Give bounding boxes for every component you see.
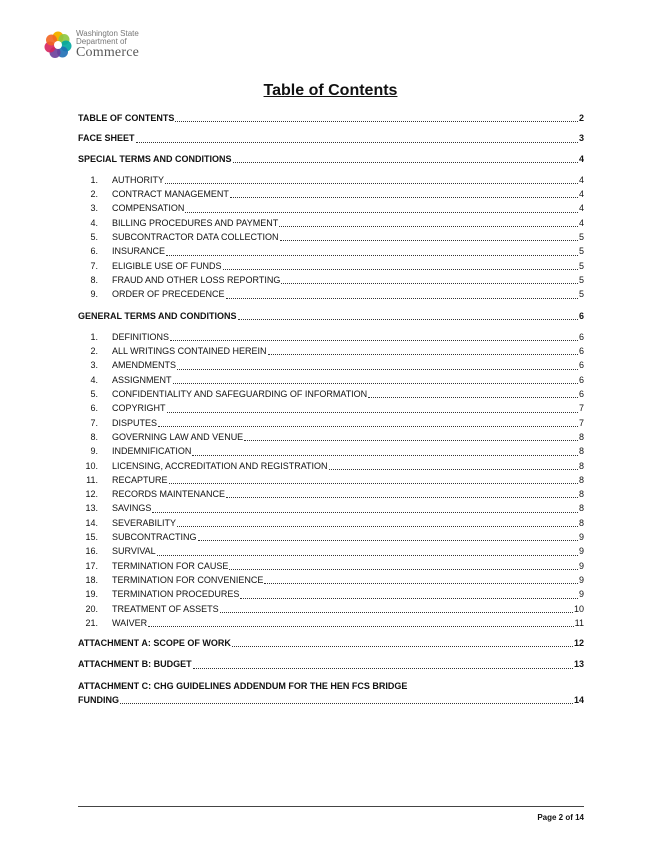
general-item[interactable] bbox=[78, 358, 584, 372]
toc-item-number: 16. bbox=[85, 546, 98, 557]
toc-item-number: 3. bbox=[90, 203, 98, 214]
general-item[interactable] bbox=[78, 459, 584, 473]
dot-leader bbox=[120, 695, 573, 704]
dot-leader bbox=[167, 404, 578, 413]
toc-item-number: 4. bbox=[90, 374, 98, 385]
toc-page: 4 bbox=[578, 153, 584, 164]
dot-leader bbox=[152, 504, 578, 513]
toc-page: 4 bbox=[578, 189, 584, 200]
dot-leader bbox=[238, 311, 578, 320]
toc-label: RECORDS MAINTENANCE bbox=[112, 489, 226, 500]
general-item[interactable] bbox=[78, 516, 584, 530]
toc-label: ATTACHMENT C: CHG GUIDELINES ADDENDUM FOR THE HEN FCS BRIDGE bbox=[78, 680, 408, 691]
general-item[interactable] bbox=[78, 401, 584, 415]
general-item[interactable] bbox=[78, 602, 584, 616]
dot-leader bbox=[136, 134, 578, 143]
toc-entry-attachment-c[interactable] bbox=[78, 693, 584, 707]
toc-page: 7 bbox=[578, 403, 584, 414]
toc-page: 6 bbox=[578, 360, 584, 371]
toc-item-number: 19. bbox=[85, 589, 98, 600]
dot-leader bbox=[193, 660, 573, 669]
page-title: Table of Contents bbox=[263, 82, 398, 99]
dot-leader bbox=[169, 475, 578, 484]
general-item[interactable] bbox=[78, 544, 584, 558]
dot-leader bbox=[264, 575, 578, 584]
toc-label: TERMINATION PROCEDURES bbox=[112, 589, 240, 600]
dot-leader bbox=[233, 154, 578, 163]
dot-leader bbox=[280, 232, 578, 241]
toc-label: SPECIAL TERMS AND CONDITIONS bbox=[78, 153, 232, 164]
toc-item-number: 5. bbox=[90, 389, 98, 400]
table-of-contents bbox=[78, 111, 584, 707]
toc-item-number: 15. bbox=[85, 532, 98, 543]
toc-page: 8 bbox=[578, 474, 584, 485]
dot-leader bbox=[232, 638, 573, 647]
toc-page: 11 bbox=[574, 617, 584, 628]
toc-page: 8 bbox=[578, 460, 584, 471]
dot-leader bbox=[170, 332, 578, 341]
toc-page: 5 bbox=[578, 260, 584, 271]
general-item[interactable] bbox=[78, 373, 584, 387]
toc-page: 9 bbox=[578, 574, 584, 585]
general-item[interactable] bbox=[78, 487, 584, 501]
general-item[interactable] bbox=[78, 559, 584, 573]
toc-page: 3 bbox=[578, 133, 584, 144]
dot-leader bbox=[226, 290, 578, 299]
toc-item-number: 8. bbox=[90, 431, 98, 442]
toc-label: AUTHORITY bbox=[112, 174, 165, 185]
toc-page: 2 bbox=[578, 113, 584, 123]
toc-label: GENERAL TERMS AND CONDITIONS bbox=[78, 310, 237, 321]
toc-label: GOVERNING LAW AND VENUE bbox=[112, 431, 244, 442]
toc-page: 5 bbox=[578, 274, 584, 285]
toc-label: CONFIDENTIALITY AND SAFEGUARDING OF INFORMATION bbox=[112, 389, 368, 400]
general-item[interactable] bbox=[78, 444, 584, 458]
toc-page: 4 bbox=[578, 203, 584, 214]
toc-page: 5 bbox=[578, 232, 584, 243]
toc-label: ASSIGNMENT bbox=[112, 374, 172, 385]
toc-page: 5 bbox=[578, 289, 584, 300]
dot-leader bbox=[223, 261, 578, 270]
toc-entry-general-terms[interactable] bbox=[78, 309, 584, 323]
toc-entry-attachment-b[interactable] bbox=[78, 657, 584, 671]
dot-leader bbox=[240, 590, 578, 599]
special-item[interactable] bbox=[78, 230, 584, 244]
toc-item-number: 3. bbox=[90, 360, 98, 371]
dot-leader bbox=[229, 561, 578, 570]
toc-label: ALL WRITINGS CONTAINED HEREIN bbox=[112, 346, 267, 357]
toc-page: 10 bbox=[573, 603, 584, 614]
toc-label: LICENSING, ACCREDITATION AND REGISTRATION bbox=[112, 460, 328, 471]
toc-item-number: 6. bbox=[90, 403, 98, 414]
special-item[interactable] bbox=[78, 259, 584, 273]
toc-item-number: 20. bbox=[85, 603, 98, 614]
general-item[interactable] bbox=[78, 430, 584, 444]
general-item[interactable] bbox=[78, 344, 584, 358]
toc-page: 6 bbox=[578, 331, 584, 342]
toc-label: COMPENSATION bbox=[112, 203, 185, 214]
special-item[interactable] bbox=[78, 244, 584, 258]
toc-label: TERMINATION FOR CAUSE bbox=[112, 560, 229, 571]
toc-label: SURVIVAL bbox=[112, 546, 156, 557]
toc-item-number: 17. bbox=[85, 560, 98, 571]
commerce-logo bbox=[44, 30, 139, 60]
dot-leader bbox=[175, 113, 578, 122]
dot-leader bbox=[148, 618, 573, 627]
dot-leader bbox=[165, 175, 578, 184]
toc-page: 4 bbox=[578, 174, 584, 185]
dot-leader bbox=[177, 518, 578, 527]
toc-page: 4 bbox=[578, 217, 584, 228]
dot-leader bbox=[226, 489, 578, 498]
logo-line-commerce: Commerce bbox=[76, 45, 140, 60]
dot-leader bbox=[368, 389, 578, 398]
general-item[interactable] bbox=[78, 530, 584, 544]
toc-label: ELIGIBLE USE OF FUNDS bbox=[112, 260, 222, 271]
toc-entry-table-of-contents[interactable] bbox=[78, 111, 584, 125]
special-item[interactable] bbox=[78, 216, 584, 230]
toc-label: INDEMNIFICATION bbox=[112, 446, 192, 457]
toc-label: SEVERABILITY bbox=[112, 517, 177, 528]
toc-item-number: 4. bbox=[90, 217, 98, 228]
toc-entry-attachment-c-line1[interactable] bbox=[78, 679, 584, 693]
toc-item-number: 8. bbox=[90, 274, 98, 285]
toc-label: SUBCONTRACTOR DATA COLLECTION bbox=[112, 232, 279, 243]
special-item[interactable] bbox=[78, 187, 584, 201]
toc-page: 12 bbox=[573, 638, 584, 649]
toc-entry-special-terms[interactable] bbox=[78, 152, 584, 166]
dot-leader bbox=[279, 218, 578, 227]
toc-item-number: 9. bbox=[90, 446, 98, 457]
dot-leader bbox=[158, 418, 578, 427]
toc-page: 6 bbox=[578, 374, 584, 385]
toc-item-number: 1. bbox=[90, 331, 98, 342]
toc-label: BILLING PROCEDURES AND PAYMENT bbox=[112, 217, 279, 228]
toc-item-number: 7. bbox=[90, 417, 98, 428]
logo-line-department: Department of bbox=[76, 37, 127, 46]
dot-leader bbox=[166, 247, 578, 256]
toc-label: DEFINITIONS bbox=[112, 331, 170, 342]
special-item[interactable] bbox=[78, 173, 584, 187]
logo-wordmark bbox=[76, 30, 139, 60]
dot-leader bbox=[157, 547, 578, 556]
toc-item-number: 5. bbox=[90, 232, 98, 243]
commerce-flower-icon bbox=[44, 31, 72, 59]
footer-rule bbox=[78, 806, 584, 807]
general-item[interactable] bbox=[78, 616, 584, 630]
toc-label: TABLE OF CONTENTS bbox=[78, 113, 175, 123]
toc-label: TERMINATION FOR CONVENIENCE bbox=[112, 574, 264, 585]
general-item[interactable] bbox=[78, 473, 584, 487]
special-item[interactable] bbox=[78, 287, 584, 301]
dot-leader bbox=[281, 275, 578, 284]
toc-label: FACE SHEET bbox=[78, 133, 135, 144]
general-item[interactable] bbox=[78, 387, 584, 401]
toc-page: 8 bbox=[578, 503, 584, 514]
toc-item-number: 10. bbox=[85, 460, 98, 471]
toc-entry-face-sheet[interactable] bbox=[78, 131, 584, 145]
toc-page: 8 bbox=[578, 431, 584, 442]
toc-item-number: 18. bbox=[85, 574, 98, 585]
logo-line-state: Washington State bbox=[76, 29, 139, 38]
toc-label: AMENDMENTS bbox=[112, 360, 177, 371]
dot-leader bbox=[198, 532, 578, 541]
toc-page: 9 bbox=[578, 560, 584, 571]
toc-page: 8 bbox=[578, 489, 584, 500]
toc-entry-attachment-a[interactable] bbox=[78, 636, 584, 650]
toc-page: 6 bbox=[578, 310, 584, 321]
dot-leader bbox=[244, 432, 578, 441]
toc-label: FUNDING bbox=[78, 694, 119, 705]
toc-item-number: 2. bbox=[90, 346, 98, 357]
toc-label: ATTACHMENT B: BUDGET bbox=[78, 659, 192, 670]
toc-page: 7 bbox=[578, 417, 584, 428]
dot-leader bbox=[220, 604, 573, 613]
general-item[interactable] bbox=[78, 416, 584, 430]
toc-page: 6 bbox=[578, 389, 584, 400]
toc-label: CONTRACT MANAGEMENT bbox=[112, 189, 229, 200]
toc-page: 9 bbox=[578, 546, 584, 557]
toc-item-number: 7. bbox=[90, 260, 98, 271]
toc-page: 14 bbox=[573, 694, 584, 705]
general-item[interactable] bbox=[78, 587, 584, 601]
special-terms-list bbox=[78, 173, 584, 302]
toc-label: ATTACHMENT A: SCOPE OF WORK bbox=[78, 638, 231, 649]
toc-label: ORDER OF PRECEDENCE bbox=[112, 289, 225, 300]
special-item[interactable] bbox=[78, 201, 584, 215]
toc-page: 5 bbox=[578, 246, 584, 257]
toc-item-number: 9. bbox=[90, 289, 98, 300]
toc-item-number: 21. bbox=[85, 617, 98, 628]
toc-label: TREATMENT OF ASSETS bbox=[112, 603, 219, 614]
toc-item-number: 11. bbox=[86, 474, 98, 485]
toc-item-number: 12. bbox=[85, 489, 98, 500]
general-item[interactable] bbox=[78, 330, 584, 344]
toc-label: SAVINGS bbox=[112, 503, 152, 514]
dot-leader bbox=[329, 461, 578, 470]
page-number: Page 2 of 14 bbox=[537, 813, 584, 822]
dot-leader bbox=[192, 447, 578, 456]
general-terms-list bbox=[78, 330, 584, 630]
dot-leader bbox=[230, 189, 578, 198]
toc-label: DISPUTES bbox=[112, 417, 158, 428]
toc-page: 13 bbox=[573, 659, 584, 670]
toc-label: INSURANCE bbox=[112, 246, 166, 257]
toc-label: WAIVER bbox=[112, 617, 148, 628]
special-item[interactable] bbox=[78, 273, 584, 287]
toc-page: 9 bbox=[578, 589, 584, 600]
toc-label: SUBCONTRACTING bbox=[112, 532, 197, 543]
dot-leader bbox=[185, 204, 578, 213]
toc-item-number: 14. bbox=[85, 517, 98, 528]
general-item[interactable] bbox=[78, 573, 584, 587]
toc-item-number: 2. bbox=[90, 189, 98, 200]
toc-page: 6 bbox=[578, 346, 584, 357]
dot-leader bbox=[173, 375, 578, 384]
toc-page: 9 bbox=[578, 532, 584, 543]
toc-page: 8 bbox=[578, 446, 584, 457]
toc-label: FRAUD AND OTHER LOSS REPORTING bbox=[112, 274, 281, 285]
dot-leader bbox=[177, 361, 578, 370]
general-item[interactable] bbox=[78, 501, 584, 515]
toc-item-number: 13. bbox=[85, 503, 98, 514]
toc-label: COPYRIGHT bbox=[112, 403, 166, 414]
toc-page: 8 bbox=[578, 517, 584, 528]
dot-leader bbox=[268, 346, 578, 355]
toc-item-number: 1. bbox=[90, 174, 98, 185]
toc-item-number: 6. bbox=[90, 246, 98, 257]
toc-label: RECAPTURE bbox=[112, 474, 168, 485]
